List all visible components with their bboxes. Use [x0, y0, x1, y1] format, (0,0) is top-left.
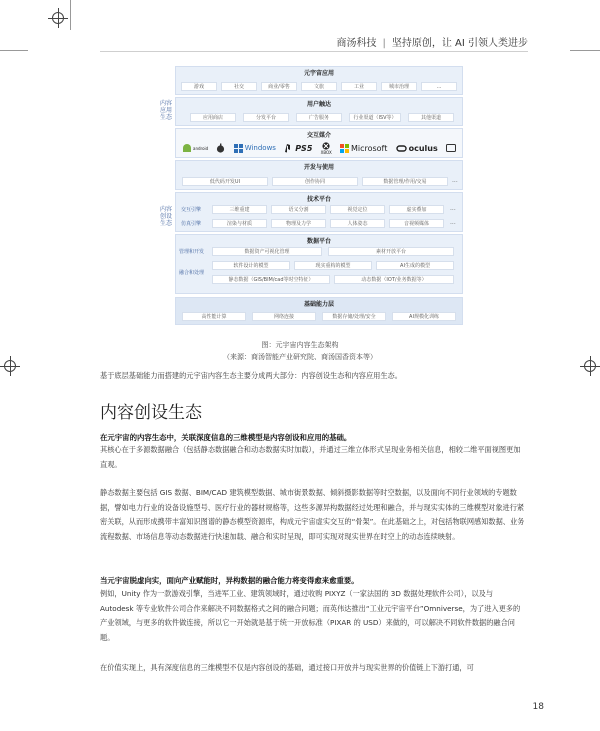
- layer-title: 技术平台: [306, 196, 331, 203]
- layer-user-reach: [175, 97, 463, 126]
- data-chip: 素材开放平台: [328, 247, 454, 256]
- intro-paragraph: 基于底层基础能力而搭建的元宇宙内容生态主要分成两大部分：内容创设生态和内容应用生态。: [100, 371, 402, 380]
- company-name: 商汤科技: [336, 38, 377, 49]
- reach-chip: 行业渠道（ISV等）: [349, 113, 401, 122]
- trim-line: [570, 50, 600, 51]
- tablet-icon: [446, 144, 456, 152]
- tech-chip: 渲染与材质: [212, 219, 267, 228]
- reach-chip: 其他渠道: [408, 113, 454, 122]
- layer-title: 交互媒介: [306, 132, 331, 139]
- app-chip: 游戏: [181, 82, 217, 91]
- infra-chip: 高性能计算: [182, 312, 246, 321]
- layer-title: 基础能力层: [303, 301, 334, 308]
- app-chip: 城市治理: [381, 82, 417, 91]
- registration-mark-top-left: [48, 8, 68, 28]
- layer-infrastructure: [175, 297, 463, 325]
- tech-chip: 物理及力学: [271, 219, 326, 228]
- microsoft-logo: Microsoft: [340, 144, 387, 153]
- row-label-manage-develop: 管理和开发: [179, 249, 205, 255]
- tech-chip: 视觉定位: [330, 205, 385, 214]
- data-chip: 动态数据（IOT/业务数据等）: [334, 275, 454, 284]
- reach-chip: 广告服务: [296, 113, 342, 122]
- figure-caption-title: 图：元宇宙内容生态架构: [261, 341, 339, 349]
- trim-line: [70, 0, 71, 30]
- more-indicator: ...: [452, 177, 458, 184]
- tech-chip: 人体姿态: [330, 219, 385, 228]
- layer-data-platform: [175, 234, 463, 294]
- layer-tech-platform: [175, 192, 463, 232]
- page-number: 18: [532, 702, 544, 712]
- app-chip: 社交: [221, 82, 257, 91]
- paragraph-3: 例如，Unity 作为一款游戏引擎，当进军工业、建筑领域时，通过收购 PIXYZ（一家法国的 3D 数据处理软件公司），以及与 Autodesk 等专业软件公司合作来解决不同数据格式之间的融合问题；而英伟达推出“工业元宇宙平台”Omniverse，为了进入更多的产业领域，与更多的软件做连接，所以它一开始就是基于统一开放标准（PIXAR 的 USD）来做的，可以解决不同软件数据的融合问题。: [100, 589, 521, 642]
- app-chip: 文旅: [301, 82, 337, 91]
- row-label-fuse-process: 融合和处理: [179, 270, 205, 276]
- layer-dev-and-use: [175, 160, 463, 190]
- section-title: 内容创设生态: [100, 403, 202, 423]
- header-divider: [100, 51, 528, 52]
- figure-caption-source: （来源：商汤智能产业研究院、商汤国香资本等）: [223, 353, 377, 361]
- xbox-logo: XBOX: [321, 142, 332, 155]
- layer-interaction-media: [175, 128, 463, 158]
- device-logos: [182, 142, 456, 154]
- row-label-simulation-engine: 仿真引擎: [181, 221, 202, 227]
- dev-chip: 数据管理/作用/交易: [362, 177, 448, 186]
- dev-chip: 低代码开发UI: [182, 177, 268, 186]
- tech-chip: 音视频媒体: [389, 219, 444, 228]
- paragraph-2: 静态数据主要包括 GIS 数据、BIM/CAD 建筑模型数据、城市街景数据、倾斜摄影数据等时空数据，以及面向不同行业领域的专题数据，譬如电力行业的设备设施型号、医疗行业的器材规格等，这些多源异构数据经过处理和融合，并与现实实体的三维模型对象进行紧密关联，从而形成携带丰富知识图谱的静态模型资源库，构成元宇宙虚实交互的“骨架”。在此基础之上，对包括物联网感知数据、业务流程数据、市场信息等动态数据进行快速加载、融合和实时呈现，即可实现对现实世界在时空上的动态连续映射。: [100, 488, 525, 541]
- data-chip: 静态数据（GIS/BIM/cad等时空特征）: [212, 275, 330, 284]
- trim-line: [0, 50, 28, 51]
- data-chip: AI生成的模型: [376, 261, 454, 270]
- reach-chip: 应用商店: [190, 113, 236, 122]
- bold-statement-1: 在元宇宙的内容生态中，关联深度信息的三维模型是内容创设和应用的基础。: [100, 433, 352, 442]
- more-indicator: ...: [450, 219, 456, 226]
- reach-chip: 分发平台: [243, 113, 289, 122]
- apple-logo: [216, 143, 225, 153]
- tech-chip: 语义分割: [271, 205, 326, 214]
- row-label-interaction-engine: 交互引擎: [181, 207, 202, 213]
- windows-logo: Windows: [234, 144, 276, 153]
- data-chip: 软件设计的模型: [212, 261, 290, 270]
- page-header: 商汤科技 | 坚持原创，让 AI 引领人类进步: [336, 38, 528, 49]
- infra-chip: 网络连接: [252, 312, 316, 321]
- playstation-logo: PS5: [284, 144, 312, 153]
- data-chip: 数据资产可视化管理: [212, 247, 322, 256]
- layer-title: 开发与使用: [303, 164, 334, 171]
- paragraph-1: 其核心在于多源数据融合（包括静态数据融合和动态数据实时加载），并通过三维立体形式呈现业务相关信息，相较二维平面视图更加直观。: [100, 445, 521, 469]
- slogan: 坚持原创，让 AI 引领人类进步: [391, 38, 528, 49]
- layer-title: 数据平台: [306, 238, 331, 245]
- more-indicator: ...: [450, 205, 456, 212]
- tech-chip: 虚实叠加: [389, 205, 444, 214]
- tech-chip: 三维重建: [212, 205, 267, 214]
- dev-chip: 创作协同: [272, 177, 358, 186]
- android-logo: android: [182, 144, 208, 153]
- oculus-logo: oculus: [396, 144, 438, 153]
- infra-chip: 数据存储/处理/安全: [322, 312, 386, 321]
- data-chip: 现实重构的模型: [294, 261, 372, 270]
- paragraph-4: 在价值实现上，具有深度信息的三维模型不仅是内容创设的基础，通过接口开放并与现实世界的价值链上下游打通，可: [100, 663, 474, 672]
- layer-title: 用户触达: [306, 101, 331, 108]
- side-label-content-create: 内容创设生态: [159, 206, 172, 227]
- infra-chip: AI规模化训练: [392, 312, 456, 321]
- app-chip: ...: [421, 82, 457, 91]
- ecosystem-architecture-diagram: [158, 66, 464, 326]
- app-chip: 商业/零售: [261, 82, 297, 91]
- layer-metaverse-apps: [175, 66, 463, 95]
- layer-title: 元宇宙应用: [303, 70, 334, 77]
- bold-statement-2: 当元宇宙脱虚向实，面向产业赋能时，异构数据的融合能力将变得愈来愈重要。: [100, 576, 359, 585]
- side-label-content-app: 内容应用生态: [159, 100, 172, 121]
- app-chip: 工业: [341, 82, 377, 91]
